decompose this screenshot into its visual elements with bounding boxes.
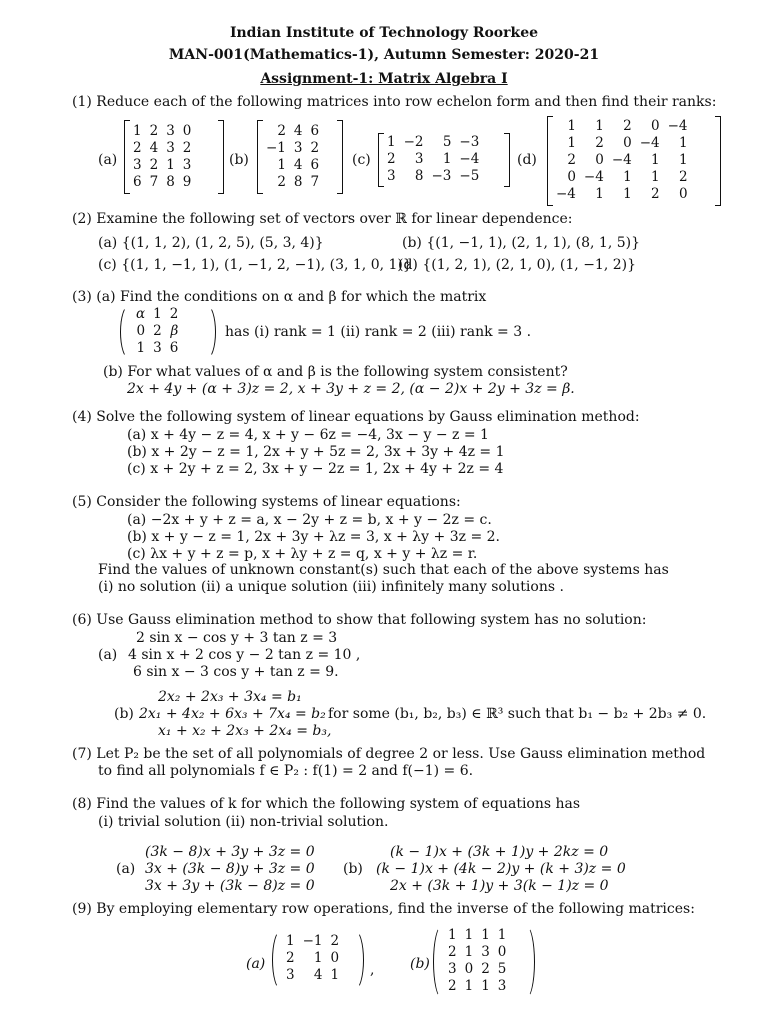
q1-matrix-a-row	[129, 123, 195, 140]
q1-matrix-a-cell: 3	[166, 140, 175, 156]
q1-matrix-d-cell: −4	[611, 152, 632, 168]
q1-matrix-d-cell: −4	[556, 186, 576, 202]
q9-matrix-b-cell: 1	[464, 978, 474, 994]
q1-matrix-b-cell: 4	[293, 123, 303, 139]
q1-matrix-d-cell: −4	[667, 118, 688, 134]
q1-matrix-c-cell: 5	[442, 134, 452, 150]
q1-matrix-d-row	[552, 169, 692, 186]
q6-b3: x₁ + x₂ + 2x₃ + 2x₄ = b₃,	[158, 723, 332, 739]
q8-a2: 3x + (3k − 8)y + 3z = 0	[145, 861, 315, 877]
q9-matrix-b-cell: 0	[464, 961, 474, 977]
q9-matrix-b-cell: 1	[481, 978, 490, 994]
q6-b-tail: for some (b₁, b₂, b₃) ∈ ℝ³ such that b₁ − b₂ + 2b₃ ≠ 0.	[328, 706, 707, 722]
q1-matrix-d-cell: 1	[651, 169, 660, 185]
q1-matrix-b-row	[262, 123, 323, 140]
q1-matrix-d-cell: 2	[678, 169, 688, 185]
q1-matrix-c-cell: −5	[459, 168, 480, 184]
q1-matrix-d-cell: 1	[595, 118, 604, 134]
q1-text: (1) Reduce each of the following matrices into row echelon form and then find their ranks:	[72, 94, 717, 110]
q1-matrix-c-cell: 3	[414, 151, 424, 167]
q9-matrix-b-cell: 2	[448, 978, 457, 994]
q3-matrix-cell: 0	[136, 323, 146, 339]
q1-matrix-a-cell: 7	[149, 174, 159, 190]
q1-matrix-b-cell: 8	[293, 174, 303, 190]
course-title: MAN-001(Mathematics-1), Autumn Semester: 2020-21	[168, 47, 600, 63]
q1-matrix-d-row	[552, 186, 692, 203]
q1-matrix-c-cell: 1	[442, 151, 452, 167]
q1-matrix-c-cell: 8	[414, 168, 424, 184]
q3-matrix-cell: β	[170, 323, 179, 339]
q9-matrix-b-cell: 1	[481, 927, 490, 943]
q1-matrix-c-cell: −3	[431, 168, 452, 184]
q5-cases: (i) no solution (ii) a unique solution (iii) infinitely many solutions .	[98, 579, 564, 595]
q1-matrix-c-cell: −3	[459, 134, 480, 150]
q1-matrix-a-cell: 8	[166, 174, 175, 190]
q8-b3: 2x + (3k + 1)y + 3(k − 1)z = 0	[390, 878, 609, 894]
q1-matrix-a-cell: 3	[133, 157, 142, 173]
q1-matrix-d-cell: 1	[567, 118, 576, 134]
q1-matrix-d-cell: 1	[678, 152, 688, 168]
q3-matrix-cell: α	[136, 306, 146, 322]
q9-matrix-b-cell: 3	[481, 944, 490, 960]
q4-b: (b) x + 2y − z = 1, 2x + y + 5z = 2, 3x + 3y + 4z = 1	[127, 444, 505, 460]
q9-matrix-a-row	[282, 950, 343, 967]
q1-matrix-d-cell: 1	[651, 152, 660, 168]
q2-text: (2) Examine the following set of vectors over ℝ for linear dependence:	[72, 211, 573, 227]
q9-matrix-a-cell: 1	[330, 967, 340, 983]
q9-matrix-b-cell: 2	[481, 961, 490, 977]
q1-matrix-d-cell: 2	[651, 186, 660, 202]
q1-matrix-a-cell: 2	[182, 140, 192, 156]
q1-matrix-c-row	[383, 151, 483, 168]
q4-a: (a) x + 4y − z = 4, x + y − 6z = −4, 3x − y − z = 1	[127, 427, 489, 443]
q8-a1: (3k − 8)x + 3y + 3z = 0	[145, 844, 315, 860]
q9-matrix-b-cell: 3	[448, 961, 457, 977]
q8-cases: (i) trivial solution (ii) non-trivial solution.	[98, 814, 389, 830]
q9-matrix-a-row	[282, 933, 343, 950]
q1-matrix-c-row	[383, 134, 483, 151]
q8-b1: (k − 1)x + (3k + 1)y + 2kz = 0	[390, 844, 609, 860]
q3-b-text: (b) For what values of α and β is the following system consistent?	[103, 364, 568, 380]
q1-matrix-b-cell: 7	[310, 174, 320, 190]
q9-matrix-b-cell: 5	[497, 961, 507, 977]
q1-matrix-a-cell: 2	[149, 123, 159, 139]
q1-matrix-b-row	[262, 140, 323, 157]
q9-matrix-a-cell: 0	[330, 950, 340, 966]
q5-text: (5) Consider the following systems of linear equations:	[72, 494, 461, 510]
q1-matrix-d-cell: 2	[595, 135, 604, 151]
q3-b-eq: 2x + 4y + (α + 3)z = 2, x + 3y + z = 2, (α − 2)x + 2y + 3z = β.	[127, 381, 575, 397]
q1-matrix-d-cell: −4	[639, 135, 660, 151]
q9-matrix-a-row	[282, 967, 343, 984]
q1-matrix-c-cell: −4	[459, 151, 480, 167]
q3-matrix-cell: 6	[169, 340, 179, 356]
q5-b: (b) x + y − z = 1, 2x + 3y + λz = 3, x + λy + 3z = 2.	[127, 529, 500, 545]
q8-a3: 3x + 3y + (3k − 8)z = 0	[145, 878, 315, 894]
q1-matrix-c-row	[383, 168, 483, 185]
q1-label-b: (b)	[229, 152, 249, 168]
q6-a3: 6 sin x − 3 cos y + tan z = 9.	[133, 664, 339, 680]
q9-matrix-b	[433, 925, 535, 999]
q1-matrix-d-row	[552, 135, 692, 152]
q1-matrix-d-cell: −4	[583, 169, 604, 185]
q1-matrix-a-cell: 2	[149, 157, 159, 173]
q9-matrix-b-cell: 0	[497, 944, 507, 960]
q1-matrix-a-cell: 2	[133, 140, 142, 156]
q1-matrix-a-cell: 4	[149, 140, 159, 156]
q6-a-label: (a)	[98, 647, 118, 663]
q1-matrix-b-cell: 1	[277, 157, 286, 173]
q1-matrix-d-cell: 1	[595, 186, 604, 202]
q1-matrix-d	[547, 116, 721, 206]
q3-matrix-row	[132, 340, 182, 357]
q3-matrix	[120, 305, 216, 359]
q1-matrix-c-cell: 2	[387, 151, 396, 167]
q9-matrix-b-row	[444, 961, 510, 978]
q1-matrix-d-cell: 0	[595, 152, 604, 168]
q6-a1: 2 sin x − cos y + 3 tan z = 3	[136, 630, 338, 646]
q1-label-c: (c)	[352, 152, 371, 168]
q9-matrix-a-cell: 2	[330, 933, 340, 949]
q1-matrix-d-cell: 1	[567, 135, 576, 151]
q1-matrix-b-cell: 4	[293, 157, 303, 173]
q5-a: (a) −2x + y + z = a, x − 2y + z = b, x + y − 2z = c.	[127, 512, 492, 528]
q1-label-d: (d)	[517, 152, 537, 168]
q9-matrix-b-cell: 3	[497, 978, 507, 994]
q3-matrix-cell: 1	[153, 306, 162, 322]
q3-matrix-row	[132, 323, 182, 340]
q9-matrix-a	[272, 930, 364, 990]
q3-a-text: (3) (a) Find the conditions on α and β for which the matrix	[72, 289, 487, 305]
q6-text: (6) Use Gauss elimination method to show that following system has no solution:	[72, 612, 647, 628]
q1-matrix-a	[124, 120, 224, 194]
q1-matrix-b-cell: 2	[277, 174, 286, 190]
q3-matrix-cell: 3	[153, 340, 162, 356]
q9-text: (9) By employing elementary row operations, find the inverse of the following matrices:	[72, 901, 695, 917]
q5-find: Find the values of unknown constant(s) such that each of the above systems has	[98, 562, 669, 578]
q1-matrix-a-cell: 3	[166, 123, 175, 139]
q5-c: (c) λx + y + z = p, x + λy + z = q, x + y + λz = r.	[127, 546, 478, 562]
q4-text: (4) Solve the following system of linear equations by Gauss elimination method:	[72, 409, 640, 425]
q3-matrix-cell: 2	[153, 323, 162, 339]
q9-matrix-b-row	[444, 978, 510, 995]
q9-matrix-b-cell: 1	[464, 944, 474, 960]
q1-matrix-d-cell: 1	[623, 169, 632, 185]
q1-label-a: (a)	[98, 152, 118, 168]
q1-matrix-a-cell: 1	[166, 157, 175, 173]
q9-matrix-a-cell: 4	[313, 967, 323, 983]
q1-matrix-a-cell: 6	[133, 174, 142, 190]
q9-matrix-b-row	[444, 944, 510, 961]
q1-matrix-a-cell: 1	[133, 123, 142, 139]
q1-matrix-d-row	[552, 152, 692, 169]
q1-matrix-a-row	[129, 174, 195, 191]
q1-matrix-d-cell: 2	[567, 152, 576, 168]
q9-matrix-b-cell: 1	[448, 927, 457, 943]
assignment-title: Assignment-1: Matrix Algebra I	[260, 71, 508, 87]
q1-matrix-b	[257, 120, 343, 194]
q1-matrix-d-cell: 2	[623, 118, 632, 134]
q8-b2: (k − 1)x + (4k − 2)y + (k + 3)z = 0	[376, 861, 626, 877]
q9-matrix-a-cell: 2	[286, 950, 295, 966]
q3-matrix-row	[132, 306, 182, 323]
q9-matrix-b-cell: 1	[464, 927, 474, 943]
q6-a2: 4 sin x + 2 cos y − 2 tan z = 10 ,	[128, 647, 361, 663]
q2-a: (a) {(1, 1, 2), (1, 2, 5), (5, 3, 4)}	[98, 235, 324, 251]
q6-b-label: (b)	[114, 706, 134, 722]
q9-matrix-b-cell: 1	[497, 927, 507, 943]
q1-matrix-d-cell: 1	[678, 135, 688, 151]
q1-matrix-c-cell: 1	[387, 134, 396, 150]
assignment-title-wrap	[0, 71, 768, 87]
q9-matrix-a-cell: 1	[313, 950, 323, 966]
q1-matrix-c-cell: −2	[403, 134, 424, 150]
q2-b: (b) {(1, −1, 1), (2, 1, 1), (8, 1, 5)}	[402, 235, 641, 251]
q7-l2: to find all polynomials f ∈ P₂ : f(1) = 2 and f(−1) = 6.	[98, 763, 474, 779]
q1-matrix-d-cell: 0	[678, 186, 688, 202]
q2-c: (c) {(1, 1, −1, 1), (1, −1, 2, −1), (3, 1, 0, 1)}	[98, 257, 412, 273]
q1-matrix-a-cell: 0	[182, 123, 192, 139]
q9-a-label: (a)	[246, 956, 266, 972]
q1-matrix-a-row	[129, 157, 195, 174]
q2-d: (d) {(1, 2, 1), (2, 1, 0), (1, −1, 2)}	[398, 257, 637, 273]
q9-matrix-a-cell: 1	[286, 933, 295, 949]
q1-matrix-b-cell: 3	[293, 140, 303, 156]
q1-matrix-d-cell: 0	[623, 135, 632, 151]
q9-matrix-b-row	[444, 927, 510, 944]
q1-matrix-d-cell: 1	[623, 186, 632, 202]
q8-b-label: (b)	[343, 861, 363, 877]
q1-matrix-b-cell: −1	[266, 140, 286, 156]
q6-b1: 2x₂ + 2x₃ + 3x₄ = b₁	[158, 689, 302, 705]
q4-c: (c) x + 2y + z = 2, 3x + y − 2z = 1, 2x + 4y + 2z = 4	[127, 461, 504, 477]
q6-b2: 2x₁ + 4x₂ + 6x₃ + 7x₄ = b₂	[139, 706, 326, 722]
q9-b-label: (b)	[410, 956, 430, 972]
q3-a-tail: has (i) rank = 1 (ii) rank = 2 (iii) rank = 3 .	[225, 324, 532, 340]
q1-matrix-d-cell: 0	[567, 169, 576, 185]
q1-matrix-b-cell: 6	[310, 157, 320, 173]
q1-matrix-a-cell: 3	[182, 157, 192, 173]
q7-l1: (7) Let P₂ be the set of all polynomials of degree 2 or less. Use Gauss elimination method	[72, 746, 706, 762]
q1-matrix-c	[378, 133, 510, 187]
q9-matrix-b-cell: 2	[448, 944, 457, 960]
q8-a-label: (a)	[116, 861, 136, 877]
q8-text: (8) Find the values of k for which the following system of equations has	[72, 796, 581, 812]
q1-matrix-d-cell: 0	[651, 118, 660, 134]
q3-matrix-cell: 1	[136, 340, 146, 356]
q1-matrix-b-row	[262, 157, 323, 174]
q1-matrix-b-cell: 2	[277, 123, 286, 139]
q1-matrix-a-row	[129, 140, 195, 157]
institute-title: Indian Institute of Technology Roorkee	[229, 25, 539, 41]
q9-comma: ,	[370, 962, 375, 978]
q3-matrix-cell: 2	[169, 306, 179, 322]
q1-matrix-b-cell: 6	[310, 123, 320, 139]
q1-matrix-b-cell: 2	[310, 140, 320, 156]
q9-matrix-a-cell: −1	[302, 933, 323, 949]
q1-matrix-b-row	[262, 174, 323, 191]
q1-matrix-a-cell: 9	[182, 174, 192, 190]
q1-matrix-d-row	[552, 118, 692, 135]
q9-matrix-a-cell: 3	[286, 967, 295, 983]
q1-matrix-c-cell: 3	[387, 168, 396, 184]
